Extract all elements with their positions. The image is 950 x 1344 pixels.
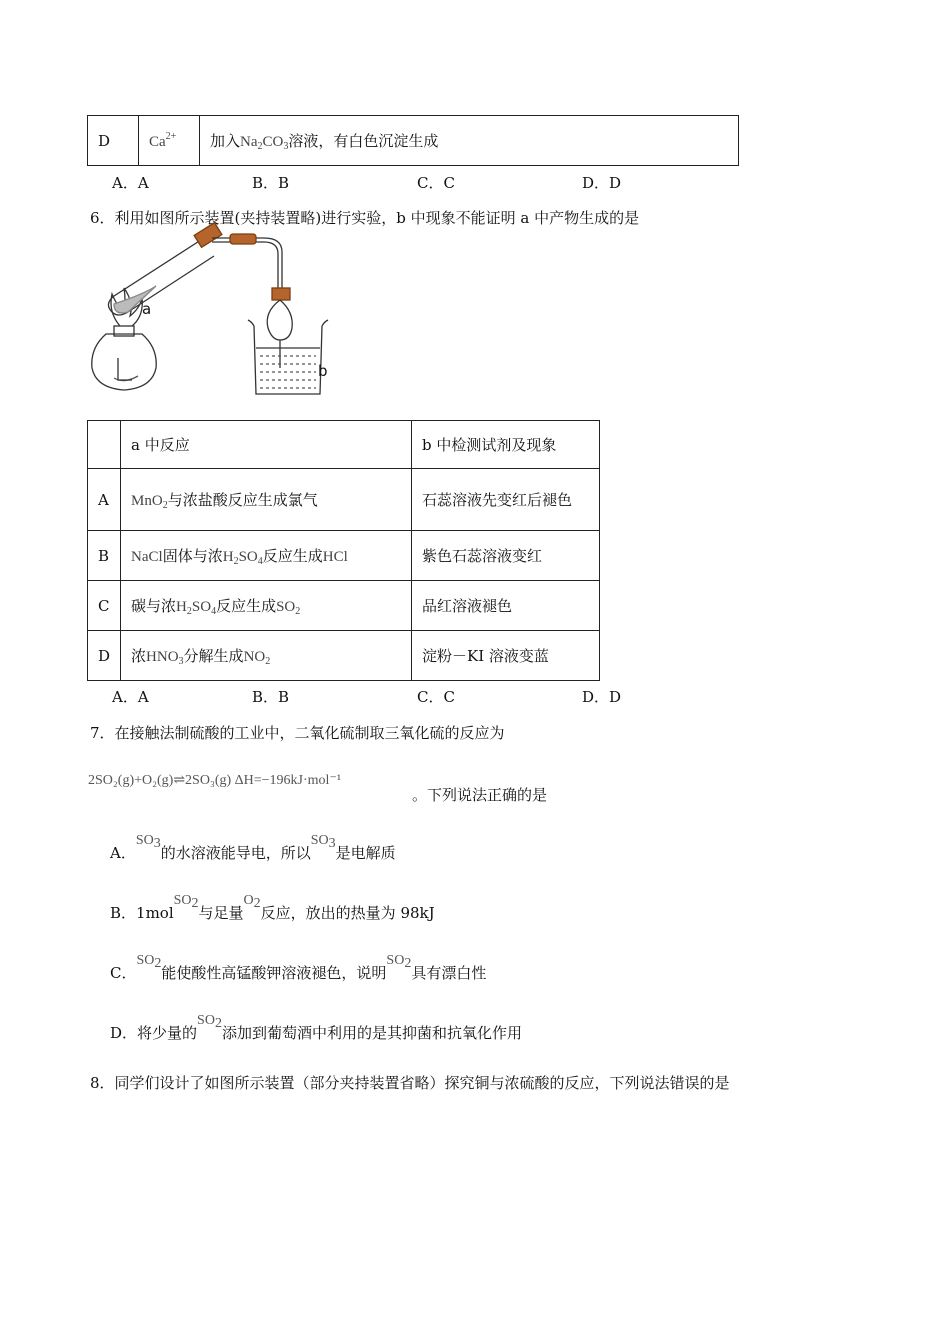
label-b: b — [318, 362, 328, 380]
q5-phenomenon: 加入$Na_2CO_3$溶液，有白色沉淀生成 — [200, 116, 739, 166]
q7-stem: 7．在接触法制硫酸的工业中，二氧化硫制取三氧化硫的反应为 — [90, 724, 505, 742]
row-label: C — [88, 581, 121, 631]
label-a: a — [142, 300, 152, 318]
q6-option-c[interactable]: C．C — [417, 688, 455, 706]
row-reaction: 碳与浓$H_2SO_4$反应生成$SO_2$ — [121, 581, 412, 631]
q6-apparatus-diagram — [84, 208, 344, 398]
q5-table — [87, 115, 739, 166]
q5-ion: $Ca^{2+}$ — [139, 116, 200, 166]
row-reaction: 浓$HNO_3$分解生成$NO_2$ — [121, 631, 412, 681]
q5-option-c[interactable]: C．C — [417, 174, 455, 192]
test-tube-a-icon — [108, 223, 221, 315]
row-reaction: MnO$_2$与浓盐酸反应生成氯气 — [121, 469, 412, 531]
q6-header-b: b 中检测试剂及现象 — [412, 421, 600, 469]
q6-header-a: a 中反应 — [121, 421, 412, 469]
q6-table-header — [88, 421, 600, 469]
q5-option-a[interactable]: A．A — [112, 174, 149, 192]
q7-option-d[interactable]: D．将少量的SO2添加到葡萄酒中利用的是其抑菌和抗氧化作用 — [110, 1013, 522, 1042]
q7-equation-tail: 。下列说法正确的是 — [412, 786, 548, 804]
q7-equation: 2SO₂(g)+O₂(g)⇌2SO₃(g) ΔH=−196kJ·mol⁻¹ — [88, 773, 342, 788]
table-row — [88, 581, 600, 631]
row-label: A — [88, 469, 121, 531]
q6-option-b[interactable]: B．B — [252, 688, 290, 706]
table-row — [88, 531, 600, 581]
row-detection: 紫色石蕊溶液变红 — [412, 531, 600, 581]
q6-stem: 6．利用如图所示装置(夹持装置略)进行实验，b 中现象不能证明 a 中产物生成的是 — [90, 209, 640, 227]
row-label: B — [88, 531, 121, 581]
beaker-b-icon — [248, 288, 328, 394]
q7-option-a[interactable]: A．SO3的水溶液能导电，所以SO3是电解质 — [110, 833, 396, 862]
q8-stem: 8．同学们设计了如图所示装置（部分夹持装置省略）探究铜与浓硫酸的反应，下列说法错误的是 — [90, 1074, 730, 1092]
row-label: D — [88, 631, 121, 681]
row-detection: 品红溶液褪色 — [412, 581, 600, 631]
q7-option-b[interactable]: B．1molSO2与足量O2反应，放出的热量为 98kJ — [110, 893, 435, 922]
table-row — [88, 631, 600, 681]
q6-option-a[interactable]: A．A — [112, 688, 149, 706]
table-row — [88, 469, 600, 531]
q5-row-label: D — [88, 116, 139, 166]
q5-option-b[interactable]: B．B — [252, 174, 290, 192]
q5-option-d[interactable]: D．D — [582, 174, 622, 192]
q7-equation-line — [88, 770, 341, 789]
q6-table — [87, 420, 600, 681]
row-detection: 淀粉－KI 溶液变蓝 — [412, 631, 600, 681]
q6-option-d[interactable]: D．D — [582, 688, 622, 706]
row-reaction: NaCl固体与浓$H_2SO_4$反应生成HCl — [121, 531, 412, 581]
row-detection: 石蕊溶液先变红后褪色 — [412, 469, 600, 531]
q7-option-c[interactable]: C．SO2能使酸性高锰酸钾溶液褪色，说明SO2具有漂白性 — [110, 953, 487, 982]
